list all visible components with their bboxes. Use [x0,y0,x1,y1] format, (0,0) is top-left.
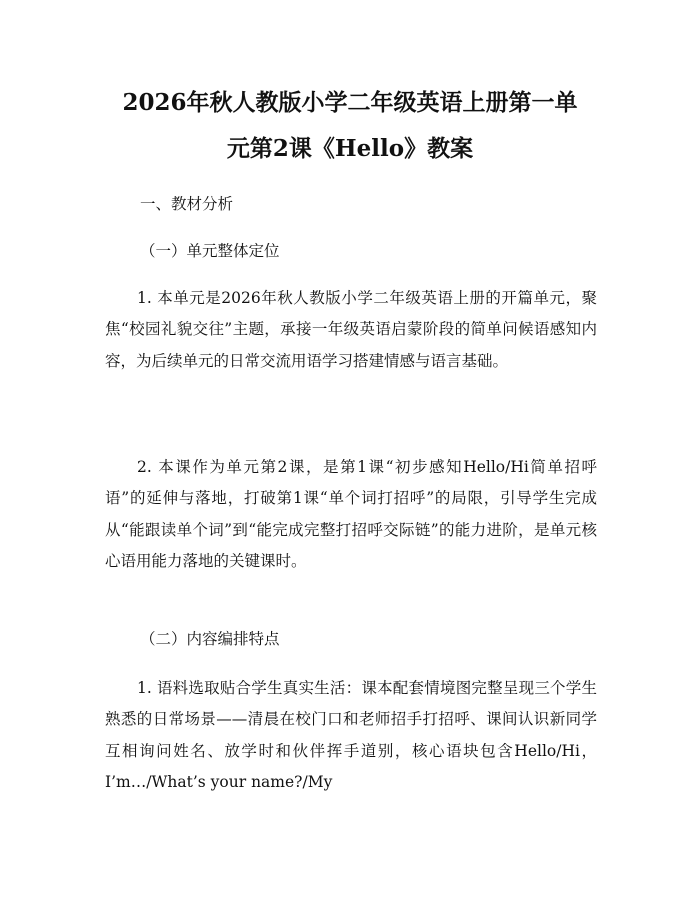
subsection-heading-content-features: （二）内容编排特点 [140,630,280,648]
document-title-line-1: 2026年秋人教版小学二年级英语上册第一单 [122,89,578,116]
paragraph: 2. 本课作为单元第2课，是第1课“初步感知Hello/Hi简单招呼语”的延伸与落地，打破第1课“单个词打招呼”的局限，引导学生完成从“能跟读单个词”到“能完成完整打招呼交际链”的能力进阶，是单元核心语用能力落地的关键课时。 [105,458,597,571]
section-heading-textbook-analysis: 一、教材分析 [140,195,234,213]
paragraph: 1. 语料选取贴合学生真实生活：课本配套情境图完整呈现三个学生熟悉的日常场景——清晨在校门口和老师招手打招呼、课间认识新同学互相询问姓名、放学时和伙伴挥手道别，核心语块包含Hello/Hi，I’m…/What’s your name?/My [105,679,597,792]
paragraph: 1. 本单元是2026年秋人教版小学二年级英语上册的开篇单元，聚焦“校园礼貌交往”主题，承接一年级英语启蒙阶段的简单问候语感知内容，为后续单元的日常交流用语学习搭建情感与语言基础。 [105,289,597,370]
subsection-heading-unit-positioning: （一）单元整体定位 [140,242,280,260]
document-title-line-2: 元第2课《Hello》教案 [226,135,474,162]
